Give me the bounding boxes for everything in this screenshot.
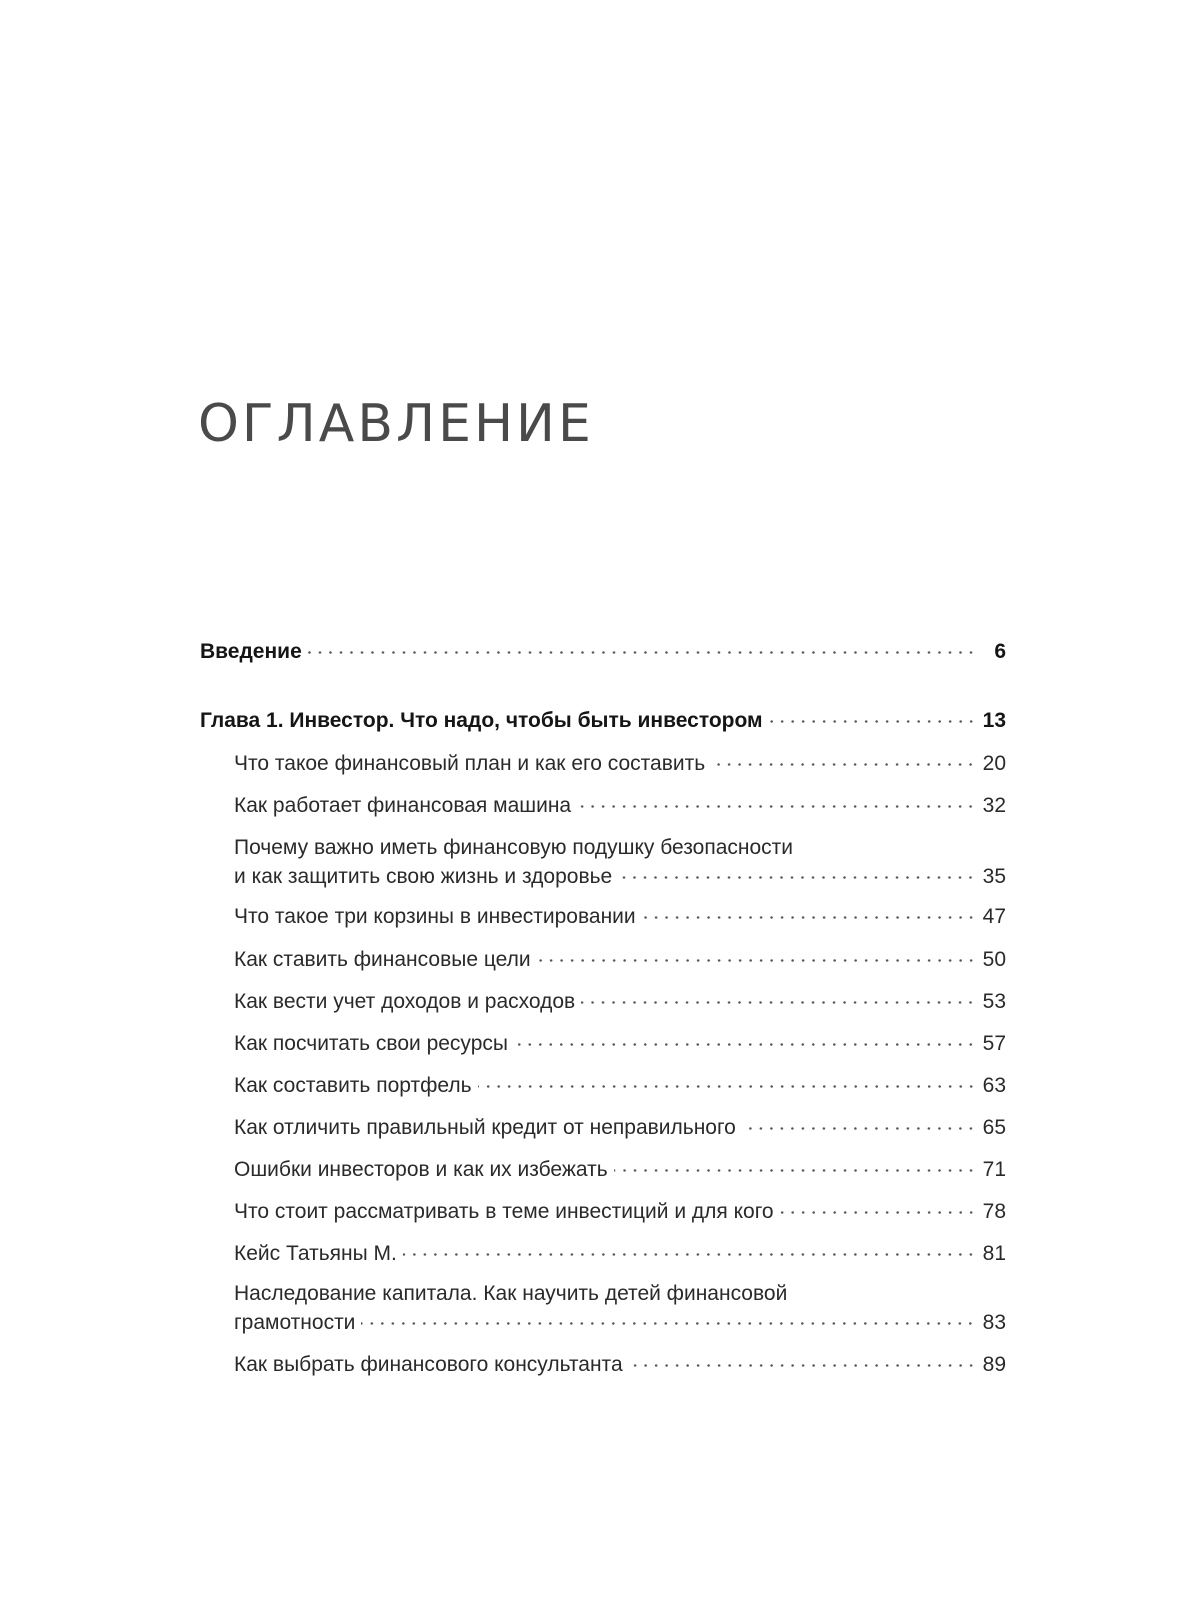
toc-entry-financial-plan[interactable] [234, 749, 1006, 778]
toc-entry-title: Как ставить финансовые цели [234, 948, 531, 971]
dot-leader [403, 1239, 976, 1260]
dot-leader [642, 902, 976, 923]
toc-page-number: 71 [982, 1158, 1006, 1181]
toc-entry-portfolio[interactable] [234, 1071, 1006, 1100]
dot-leader [361, 1308, 976, 1329]
toc-entry-financial-goals[interactable] [234, 945, 1006, 974]
toc-entry-credit[interactable] [234, 1113, 1006, 1142]
toc-page-number: 81 [982, 1242, 1006, 1265]
toc-entry-title: Как составить портфель [234, 1074, 472, 1097]
toc-entry-title: и как защитить свою жизнь и здоровье [234, 865, 613, 888]
dot-leader [711, 749, 976, 770]
toc-page-number: 53 [982, 990, 1006, 1013]
toc-entry-title: Глава 1. Инвестор. Что надо, чтобы быть инвестором [200, 709, 763, 732]
toc-entry-investor-mistakes[interactable] [234, 1155, 1006, 1184]
toc-page-number: 57 [982, 1032, 1006, 1055]
toc-entry-three-baskets[interactable] [234, 902, 1006, 931]
toc-entry-financial-machine[interactable] [234, 791, 1006, 820]
toc-page-number: 65 [982, 1116, 1006, 1139]
toc-entry-title: Как посчитать свои ресурсы [234, 1032, 508, 1055]
toc-entry-investment-topics[interactable] [234, 1197, 1006, 1226]
toc-entry-consultant[interactable] [234, 1350, 1006, 1379]
toc-entry-chapter-1[interactable] [200, 706, 1006, 735]
toc-entry-title: Кейс Татьяны М. [234, 1242, 397, 1265]
toc-entry-resources[interactable] [234, 1029, 1006, 1058]
toc-entry-income-expenses[interactable] [234, 987, 1006, 1016]
toc-entry-title-line1: Почему важно иметь финансовую подушку безопасности [234, 836, 794, 859]
toc-entry-title: Что такое три корзины в инвестировании [234, 905, 636, 928]
dot-leader [581, 987, 976, 1008]
dot-leader [577, 791, 976, 812]
toc-entry-title: Введение [200, 640, 302, 663]
dot-leader [514, 1029, 976, 1050]
toc-entry-title: Как работает финансовая машина [234, 794, 572, 817]
toc-entry-title: Что стоит рассматривать в теме инвестиций и для кого [234, 1200, 774, 1223]
toc-entry-inheritance[interactable] [234, 1279, 1006, 1337]
toc-page-number: 50 [982, 948, 1006, 971]
toc-page-number: 32 [982, 794, 1006, 817]
dot-leader [614, 1155, 976, 1176]
page-title: ОГЛАВЛЕНИЕ [198, 394, 594, 454]
dot-leader [537, 945, 976, 966]
toc-page-number: 78 [982, 1200, 1006, 1223]
toc-page-number: 47 [982, 905, 1006, 928]
toc-page-number: 63 [982, 1074, 1006, 1097]
toc-entry-title: Как отличить правильный кредит от неправильного [234, 1116, 736, 1139]
toc-entry-safety-cushion[interactable] [234, 833, 1006, 891]
toc-page-number: 13 [982, 709, 1006, 732]
toc-page-number: 83 [982, 1311, 1006, 1334]
toc-entry-title-line1: Наследование капитала. Как научить детей финансовой [234, 1282, 788, 1305]
toc-entry-title: Ошибки инвесторов и как их избежать [234, 1158, 608, 1181]
dot-leader [780, 1197, 976, 1218]
dot-leader [629, 1350, 976, 1371]
toc-entry-title: грамотности [234, 1311, 356, 1334]
dot-leader [308, 637, 976, 658]
toc-page-number: 20 [982, 752, 1006, 775]
dot-leader [769, 706, 976, 727]
toc-entry-title: Как выбрать финансового консультанта [234, 1353, 623, 1376]
dot-leader [618, 862, 976, 883]
toc-page-number: 89 [982, 1353, 1006, 1376]
toc-entry-title: Как вести учет доходов и расходов [234, 990, 576, 1013]
toc-page-number: 35 [982, 865, 1006, 888]
toc-entry-introduction[interactable] [200, 637, 1006, 666]
dot-leader [742, 1113, 976, 1134]
toc-entry-case-tatiana[interactable] [234, 1239, 1006, 1268]
toc-entry-title: Что такое финансовый план и как его составить [234, 752, 706, 775]
toc-page-number: 6 [994, 640, 1006, 663]
dot-leader [478, 1071, 976, 1092]
